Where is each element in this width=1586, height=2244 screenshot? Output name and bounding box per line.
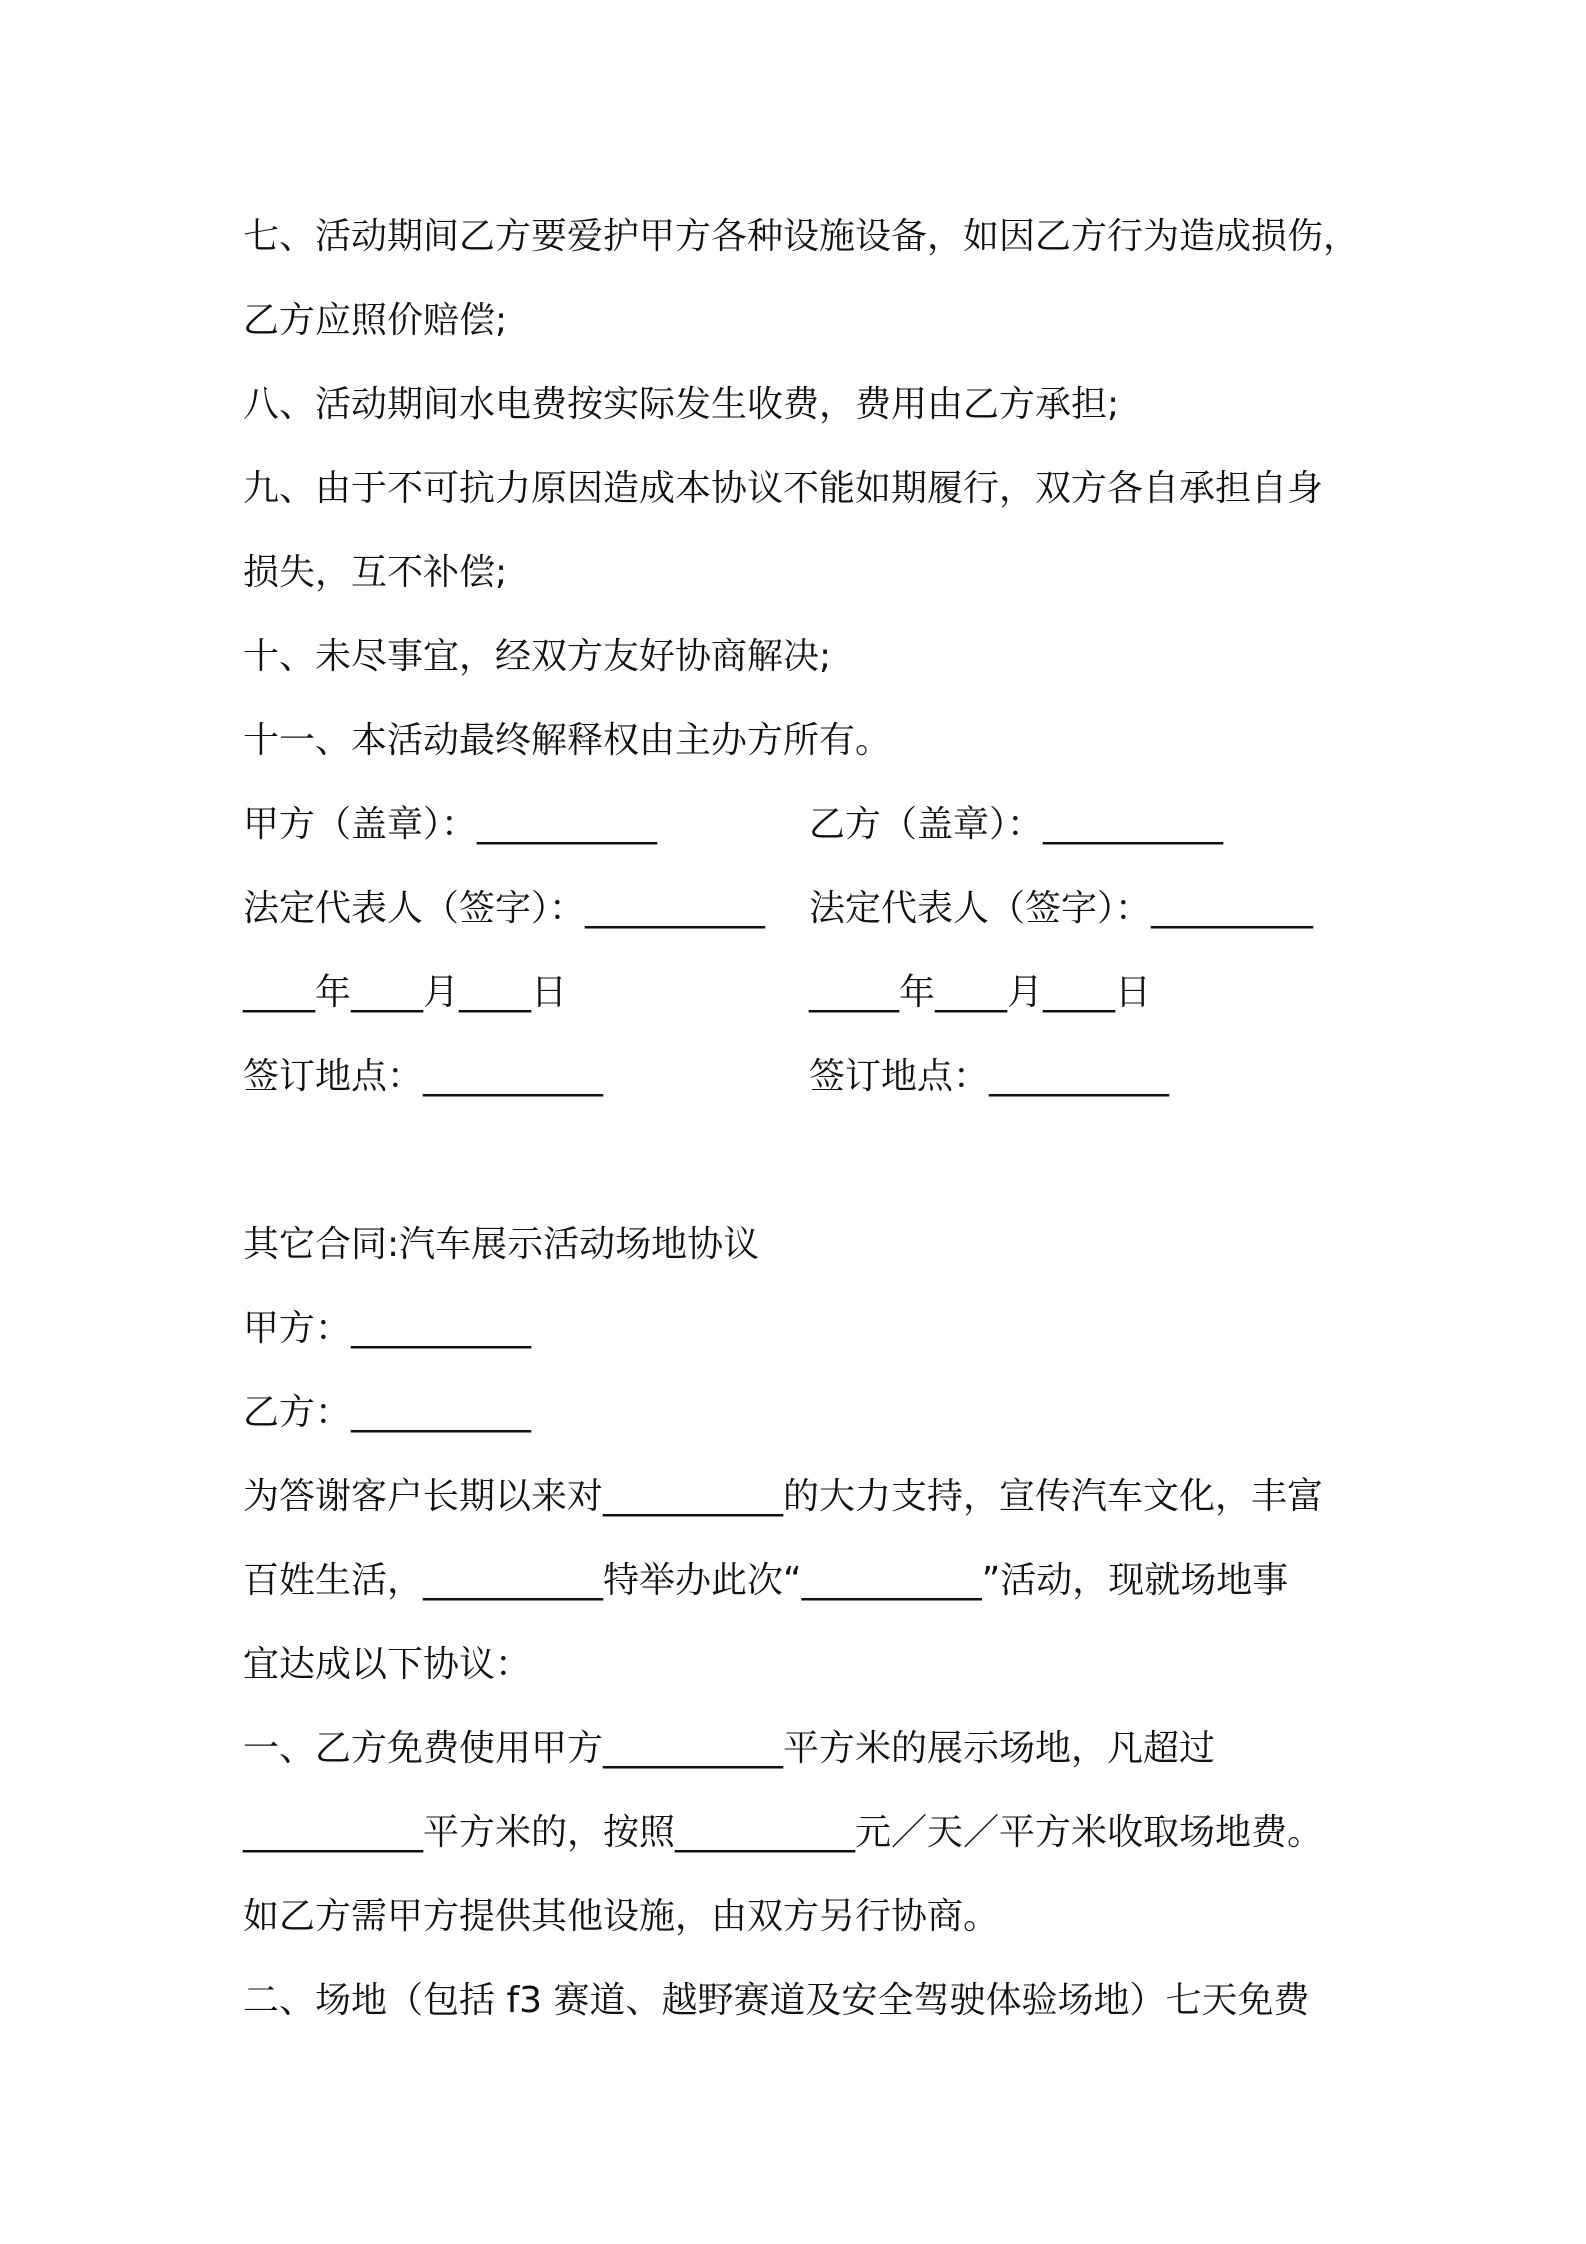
party-b-signing-place: 签订地点：__________: [809, 1056, 1170, 1097]
intro-line-3: 宜达成以下协议：: [243, 1644, 532, 1685]
date-row: [243, 951, 1363, 1035]
clause-2-line-1: 二、场地（包括 f3 赛道、越野赛道及安全驾驶体验场地）七天免费: [243, 1980, 1310, 2021]
clause-9-line-2: 损失，互不补偿;: [243, 552, 508, 593]
document-body: [243, 195, 1363, 2043]
clause-1-line-2: __________平方米的，按照__________元／天／平方米收取场地费。: [243, 1812, 1324, 1853]
section-gap: [243, 1119, 1363, 1203]
clause-9-line-1: 九、由于不可抗力原因造成本协议不能如期履行，双方各自承担自身: [243, 468, 1324, 509]
party-a-seal: 甲方（盖章）：__________: [243, 804, 658, 845]
clause-7-line-1: 七、活动期间乙方要爱护甲方各种设施设备，如因乙方行为造成损伤，: [243, 216, 1360, 257]
clause-7-line-2: 乙方应照价赔偿;: [243, 300, 508, 341]
clause-1-line-3: 如乙方需甲方提供其他设施，由双方另行协商。: [243, 1896, 1000, 1937]
party-b-seal: 乙方（盖章）：__________: [809, 804, 1224, 845]
clause-8: 八、活动期间水电费按实际发生收费，费用由乙方承担;: [243, 384, 1120, 425]
second-contract-party-b: 乙方：__________: [243, 1392, 532, 1433]
seal-row: [243, 783, 1363, 867]
party-a-date: ____年____月____日: [243, 972, 568, 1013]
party-a-representative: 法定代表人（签字）：__________: [243, 888, 766, 929]
clause-11: 十一、本活动最终解释权由主办方所有。: [243, 720, 892, 761]
intro-line-2: 百姓生活，__________特举办此次“__________”活动，现就场地事: [243, 1560, 1289, 1601]
clause-10: 十、未尽事宜，经双方友好协商解决;: [243, 636, 832, 677]
party-a-signing-place: 签订地点：__________: [243, 1056, 604, 1097]
place-row: [243, 1035, 1363, 1119]
second-contract-title: 其它合同:汽车展示活动场地协议: [243, 1224, 760, 1265]
intro-line-1: 为答谢客户长期以来对__________的大力支持，宣传汽车文化，丰富: [243, 1476, 1324, 1517]
second-contract-party-a: 甲方：__________: [243, 1308, 532, 1349]
party-b-representative: 法定代表人（签字）：_________: [809, 888, 1314, 929]
representative-row: [243, 867, 1363, 951]
party-b-date: _____年____月____日: [809, 972, 1151, 1013]
clause-1-line-1: 一、乙方免费使用甲方__________平方米的展示场地，凡超过: [243, 1728, 1216, 1769]
